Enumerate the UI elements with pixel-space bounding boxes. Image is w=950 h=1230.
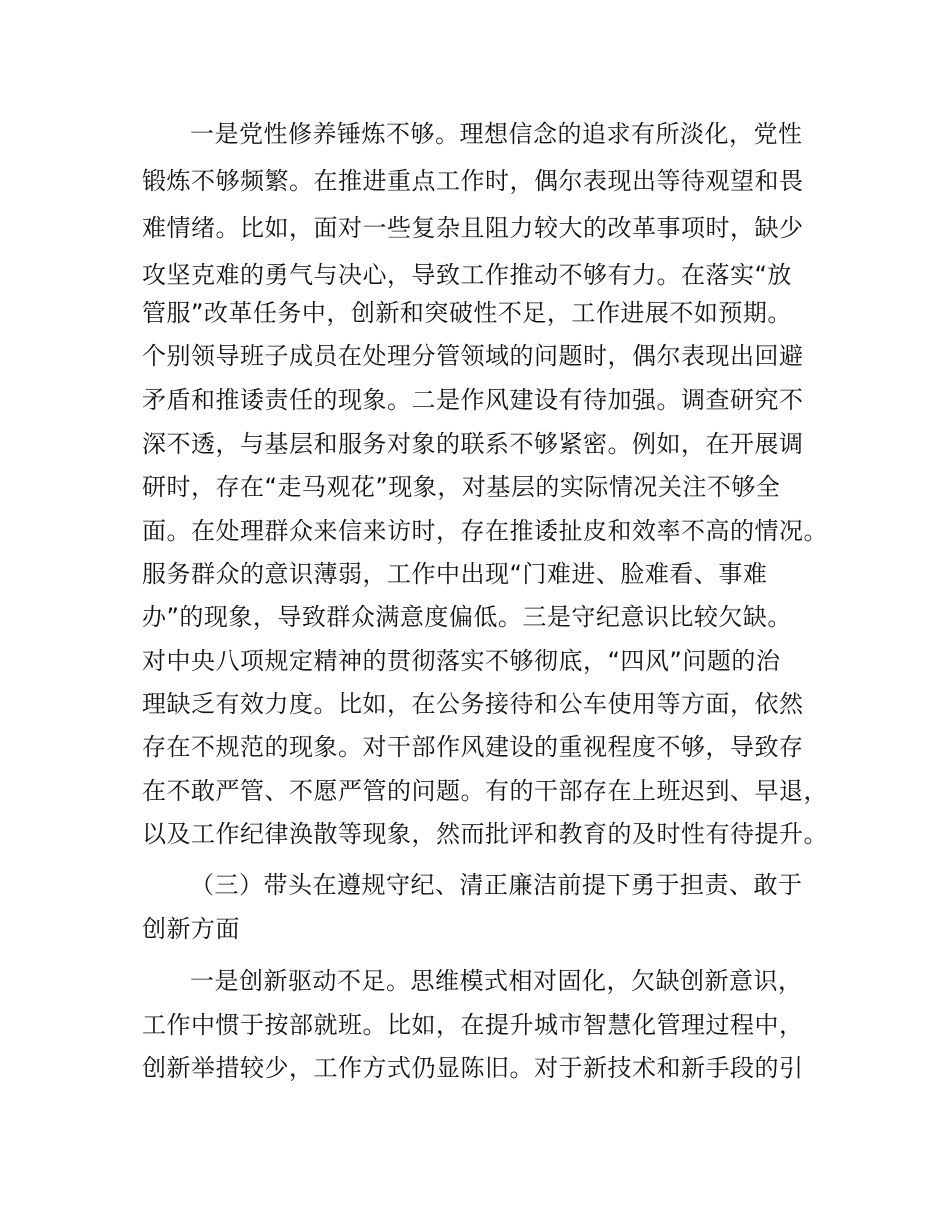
paragraph-line: 创新举措较少，工作方式仍显陈旧。对于新技术和新手段的引	[142, 1054, 804, 1082]
paragraph-line: 研时，存在“走马观花”现象，对基层的实际情况关注不够全	[142, 473, 781, 501]
paragraph-line: 管服”改革任务中，创新和突破性不足，工作进展不如预期。	[142, 299, 792, 327]
paragraph-line: 服务群众的意识薄弱，工作中出现“门难进、脸难看、事难	[142, 560, 768, 588]
paragraph-line: 难情绪。比如，面对一些复杂且阻力较大的改革事项时，缺少	[142, 214, 804, 242]
paragraph-line: 攻坚克难的勇气与决心，导致工作推动不够有力。在落实“放	[142, 261, 792, 289]
paragraph-line: 矛盾和推诿责任的现象。二是作风建设有待加强。调查研究不	[142, 386, 804, 414]
paragraph-line: 深不透，与基层和服务对象的联系不够紧密。例如，在开展调	[142, 430, 804, 458]
paragraph-line: 对中央八项规定精神的贯彻落实不够彻底，“四风”问题的治	[142, 647, 781, 675]
section-heading-line: （三）带头在遵规守纪、清正廉洁前提下勇于担责、敢于	[190, 871, 803, 899]
paragraph-line: 理缺乏有效力度。比如，在公务接待和公车使用等方面，依然	[142, 690, 804, 718]
paragraph-line: 以及工作纪律涣散等现象，然而批评和教育的及时性有待提升。	[142, 820, 828, 848]
paragraph-line: 工作中惯于按部就班。比如，在提升城市智慧化管理过程中，	[142, 1011, 804, 1039]
paragraph-line: 个别领导班子成员在处理分管领域的问题时，偶尔表现出回避	[142, 342, 804, 370]
paragraph-line: 存在不规范的现象。对干部作风建设的重视程度不够，导致存	[142, 733, 804, 761]
paragraph-line: 一是党性修养锤炼不够。理想信念的追求有所淡化，党性	[190, 120, 803, 148]
section-heading-line: 创新方面	[142, 915, 240, 943]
paragraph-line: 锻炼不够频繁。在推进重点工作时，偶尔表现出等待观望和畏	[142, 167, 804, 195]
paragraph-line: 面。在处理群众来信来访时，存在推诿扯皮和效率不高的情况。	[142, 517, 828, 545]
paragraph-line: 一是创新驱动不足。思维模式相对固化，欠缺创新意识，	[190, 967, 803, 995]
paragraph-line: 办”的现象，导致群众满意度偏低。三是守纪意识比较欠缺。	[142, 603, 792, 631]
paragraph-line: 在不敢严管、不愿严管的问题。有的干部存在上班迟到、早退，	[142, 777, 828, 805]
